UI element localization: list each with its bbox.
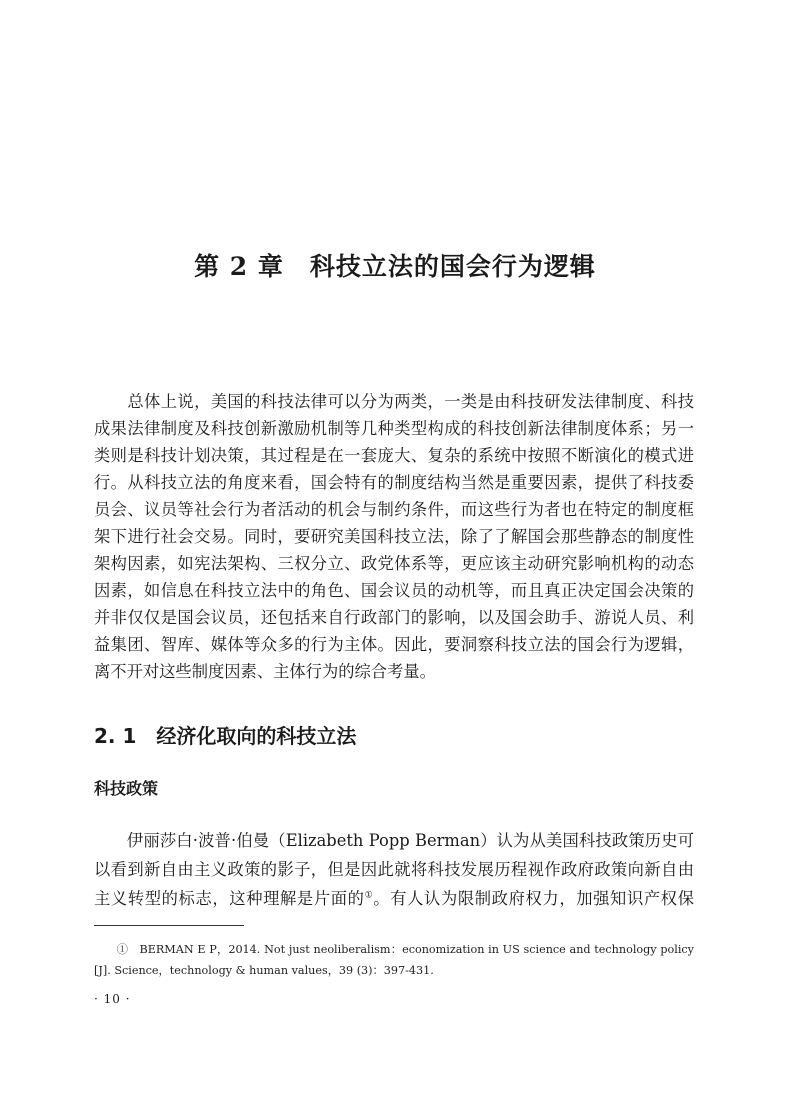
footnote-divider xyxy=(94,925,244,926)
footnote-line: [J]. Science，technology & human values，39 (3)：397-431. xyxy=(94,964,434,977)
subsection-heading: 科技政策 xyxy=(94,779,159,798)
paragraph-line: 员会、议员等社会行为者活动的机会与制约条件，而这些行为者也在特定的制度框 xyxy=(94,500,694,519)
page-number: · 10 · xyxy=(94,992,131,1006)
section-heading: 2. 1 经济化取向的科技立法 xyxy=(94,724,357,748)
paragraph-line: 益集团、智库、媒体等众多的行为主体。因此，要洞察科技立法的国会行为逻辑， xyxy=(94,635,694,654)
paragraph-line: 伊丽莎白·波普·伯曼（Elizabeth Popp Berman）认为从美国科技政策历史可 xyxy=(94,831,694,850)
paragraph-line: 类则是科技计划决策，其过程是在一套庞大、复杂的系统中按照不断演化的模式进 xyxy=(94,446,694,465)
paragraph-line: 架构因素，如宪法架构、三权分立、政党体系等，更应该主动研究影响机构的动态 xyxy=(94,554,694,573)
paragraph-line: 成果法律制度及科技创新激励机制等几种类型构成的科技创新法律制度体系；另一 xyxy=(94,419,694,438)
paragraph-line: 并非仅仅是国会议员，还包括来自行政部门的影响，以及国会助手、游说人员、利 xyxy=(94,608,694,627)
paragraph-line: 行。从科技立法的角度来看，国会特有的制度结构当然是重要因素，提供了科技委 xyxy=(94,473,694,492)
paragraph-text: 主义转型的标志，这种理解是片面的 xyxy=(94,889,365,908)
chapter-title: 第 2 章 科技立法的国会行为逻辑 xyxy=(194,252,596,281)
paragraph-line xyxy=(94,885,694,909)
footnote-reference-marker[interactable]: ① xyxy=(364,890,374,901)
paragraph-line: 离不开对这些制度因素、主体行为的综合考量。 xyxy=(94,662,436,681)
footnote-line: ① BERMAN E P，2014. Not just neoliberalism：economization in US science and technology policy xyxy=(94,943,694,956)
paragraph-line: 以看到新自由主义政策的影子，但是因此就将科技发展历程视作政府政策向新自由 xyxy=(94,860,694,879)
paragraph-line: 架下进行社会交易。同时，要研究美国科技立法，除了了解国会那些静态的制度性 xyxy=(94,527,694,546)
paragraph-line: 因素，如信息在科技立法中的角色、国会议员的动机等，而且真正决定国会决策的 xyxy=(94,581,694,600)
paragraph-line: 总体上说，美国的科技法律可以分为两类，一类是由科技研发法律制度、科技 xyxy=(94,392,694,411)
paragraph-text: 。有人认为限制政府权力，加强知识产权保 xyxy=(373,889,694,908)
